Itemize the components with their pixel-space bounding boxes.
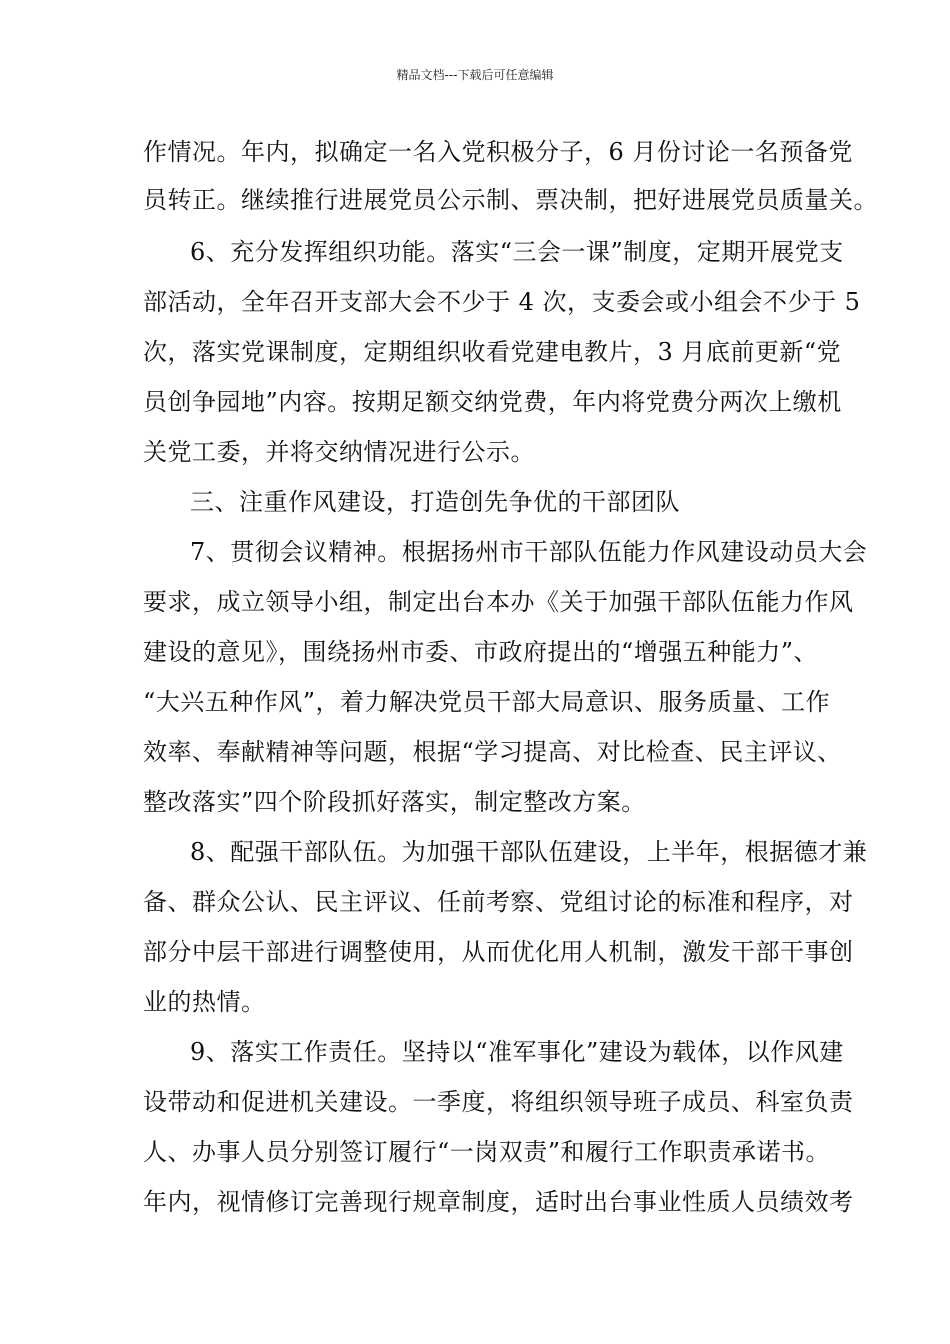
- text-line: 要求，成立领导小组，制定出台本办《关于加强干部队伍能力作风: [143, 588, 854, 616]
- paragraph-start-line: 6、充分发挥组织功能。落实“三会一课”制度，定期开展党支: [190, 238, 844, 266]
- text-line: 次，落实党课制度，定期组织收看党建电教片，3 月底前更新“党: [143, 338, 842, 366]
- text-line: “大兴五种作风”，着力解决党员干部大局意识、服务质量、工作: [143, 688, 831, 716]
- text-line: 备、群众公认、民主评议、任前考察、党组讨论的标准和程序，对: [143, 888, 854, 916]
- text-line: 建设的意见》，围绕扬州市委、市政府提出的“增强五种能力”、: [143, 638, 819, 666]
- text-line: 作情况。年内，拟确定一名入党积极分子，6 月份讨论一名预备党: [143, 138, 853, 166]
- section-heading: 三、注重作风建设，打造创先争优的干部团队: [190, 488, 680, 516]
- text-line: 效率、奉献精神等问题，根据“学习提高、对比检查、民主评议、: [143, 738, 842, 766]
- paragraph-start-line: 8、配强干部队伍。为加强干部队伍建设，上半年，根据德才兼: [190, 838, 868, 866]
- text-line: 员创争园地”内容。按期足额交纳党费，年内将党费分两次上缴机: [143, 388, 842, 416]
- text-line: 关党工委，并将交纳情况进行公示。: [143, 438, 535, 466]
- text-line: 整改落实”四个阶段抓好落实，制定整改方案。: [143, 788, 646, 816]
- text-line: 员转正。继续推行进展党员公示制、票决制，把好进展党员质量关。: [143, 186, 878, 214]
- text-line: 部分中层干部进行调整使用，从而优化用人机制，激发干部干事创: [143, 938, 854, 966]
- text-line: 部活动，全年召开支部大会不少于 4 次，支委会或小组会不少于 5: [143, 288, 861, 316]
- text-line: 业的热情。: [143, 988, 266, 1016]
- paragraph-start-line: 9、落实工作责任。坚持以“准军事化”建设为载体，以作风建: [190, 1038, 844, 1066]
- page-header: 精品文档---下载后可任意编辑: [396, 68, 554, 82]
- text-line: 人、办事人员分别签订履行“一岗双责”和履行工作职责承诺书。: [143, 1138, 831, 1166]
- text-line: 设带动和促进机关建设。一季度，将组织领导班子成员、科室负责: [143, 1088, 854, 1116]
- text-line: 年内，视情修订完善现行规章制度，适时出台事业性质人员绩效考: [143, 1188, 854, 1216]
- paragraph-start-line: 7、贯彻会议精神。根据扬州市干部队伍能力作风建设动员大会: [190, 538, 868, 566]
